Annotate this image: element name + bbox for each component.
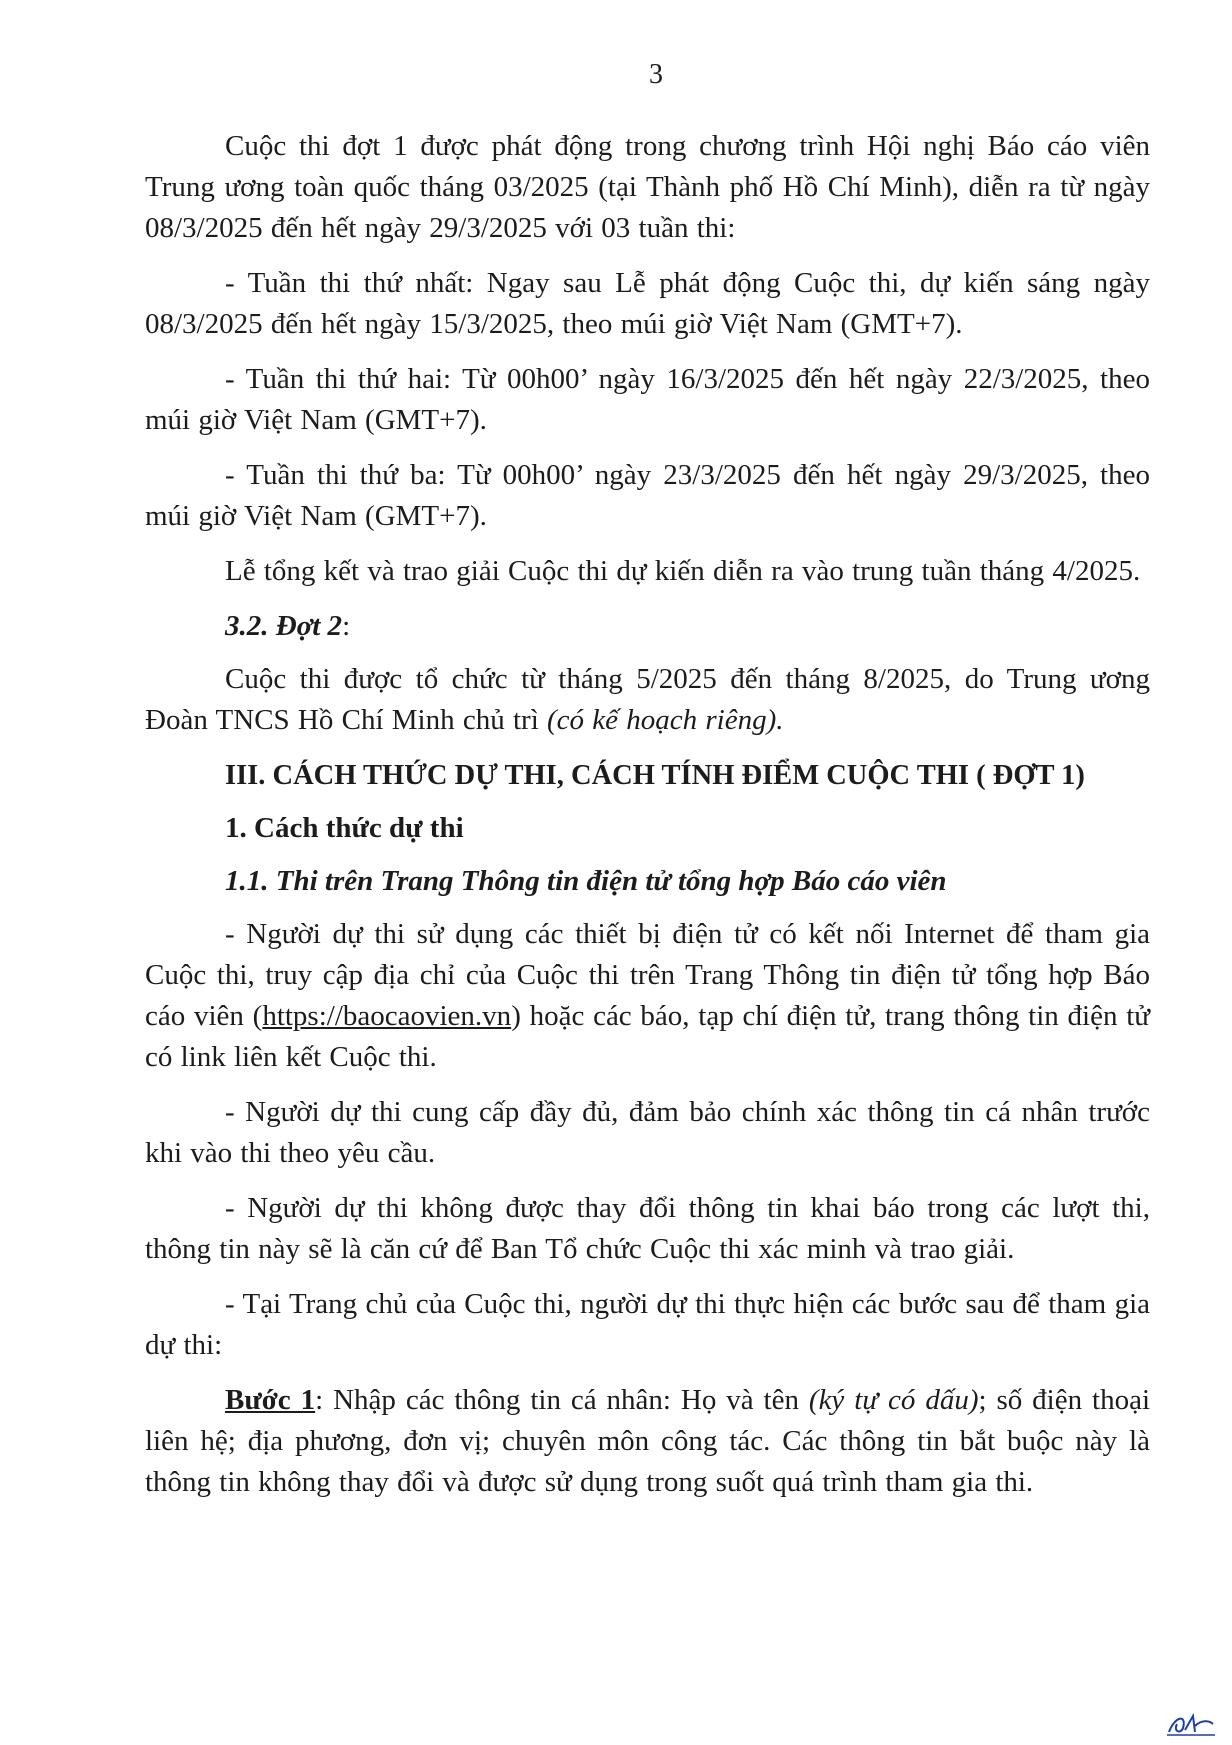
paragraph-step-1 [145,1380,1150,1503]
paragraph-round2-text: Cuộc thi được tổ chức từ tháng 5/2025 đến tháng 8/2025, do Trung ương Đoàn TNCS Hồ Chí Minh chủ trì [145,663,1150,736]
step-1-text-b: ; số điện thoại liên hệ; địa phương, đơn vị; chuyên môn công tác. Các thông tin bắt buộc này là thông tin không thay đổi và được sử dụng trong suốt quá trình tham gia thi. [145,1384,1151,1498]
heading-section-iii: III. CÁCH THỨC DỰ THI, CÁCH TÍNH ĐIỂM CUỘC THI ( ĐỢT 1) [225,760,1085,791]
paragraph-week1: - Tuần thi thứ nhất: Ngay sau Lễ phát động Cuộc thi, dự kiến sáng ngày 08/3/2025 đến hết ngày 15/3/2025, theo múi giờ Việt Nam (GMT+7). [145,267,1150,340]
paragraph-round2-note: (có kế hoạch riêng). [547,704,784,736]
paragraph-no-change: - Người dự thi không được thay đổi thông tin khai báo trong các lượt thi, thông tin này sẽ là căn cứ để Ban Tổ chức Cuộc thi xác minh và trao giải. [145,1192,1150,1265]
paragraph-award-ceremony: Lễ tổng kết và trao giải Cuộc thi dự kiến diễn ra vào trung tuần tháng 4/2025. [225,555,1141,587]
step-1-text-a: : Nhập các thông tin cá nhân: Họ và tên [315,1384,809,1416]
step-1-label: Bước 1 [225,1384,316,1416]
step-1-note: (ký tự có dấu) [808,1384,979,1416]
heading-3-2-round2 [145,606,1150,647]
heading-3-2-label: 3.2. Đợt 2 [225,610,343,642]
paragraph-week3: - Tuần thi thứ ba: Từ 00h00’ ngày 23/3/2025 đến hết ngày 29/3/2025, theo múi giờ Việt Nam (GMT+7). [145,459,1150,532]
paragraph-steps-intro: - Tại Trang chủ của Cuộc thi, người dự thi thực hiện các bước sau để tham gia dự thi: [145,1288,1150,1361]
heading-1-method: 1. Cách thức dự thi [225,812,464,844]
paragraph-personal-info: - Người dự thi cung cấp đầy đủ, đảm bảo chính xác thông tin cá nhân trước khi vào thi theo yêu cầu. [145,1096,1150,1169]
page-number: 3 [649,59,663,90]
paragraph-round2 [145,659,1150,741]
paragraph-access-text-b: ) hoặc các báo, tạp chí điện tử, trang thông tin điện tử có link liên kết Cuộc thi. [145,1000,1150,1073]
paragraph-access-text-a: - Người dự thi sử dụng các thiết bị điện tử có kết nối Internet để tham gia Cuộc thi, truy cập địa chỉ của Cuộc thi trên Trang Thông tin điện tử tổng hợp Báo cáo viên ( [145,918,1150,1032]
paragraph-week2: - Tuần thi thứ hai: Từ 00h00’ ngày 16/3/2025 đến hết ngày 22/3/2025, theo múi giờ Việt Nam (GMT+7). [145,363,1150,436]
heading-3-2-colon: : [342,610,351,642]
paragraph-access [145,914,1150,1078]
initials-signature [1165,1710,1217,1738]
heading-1-1-online: 1.1. Thi trên Trang Thông tin điện tử tổng hợp Báo cáo viên [225,865,947,897]
paragraph-round1-intro: Cuộc thi đợt 1 được phát động trong chương trình Hội nghị Báo cáo viên Trung ương toàn quốc tháng 03/2025 (tại Thành phố Hồ Chí Minh), diễn ra từ ngày 08/3/2025 đến hết ngày 29/3/2025 với 03 tuần thi: [145,130,1150,244]
document-body [145,126,1150,1517]
website-link[interactable]: https://baocaovien.vn [262,1000,512,1032]
